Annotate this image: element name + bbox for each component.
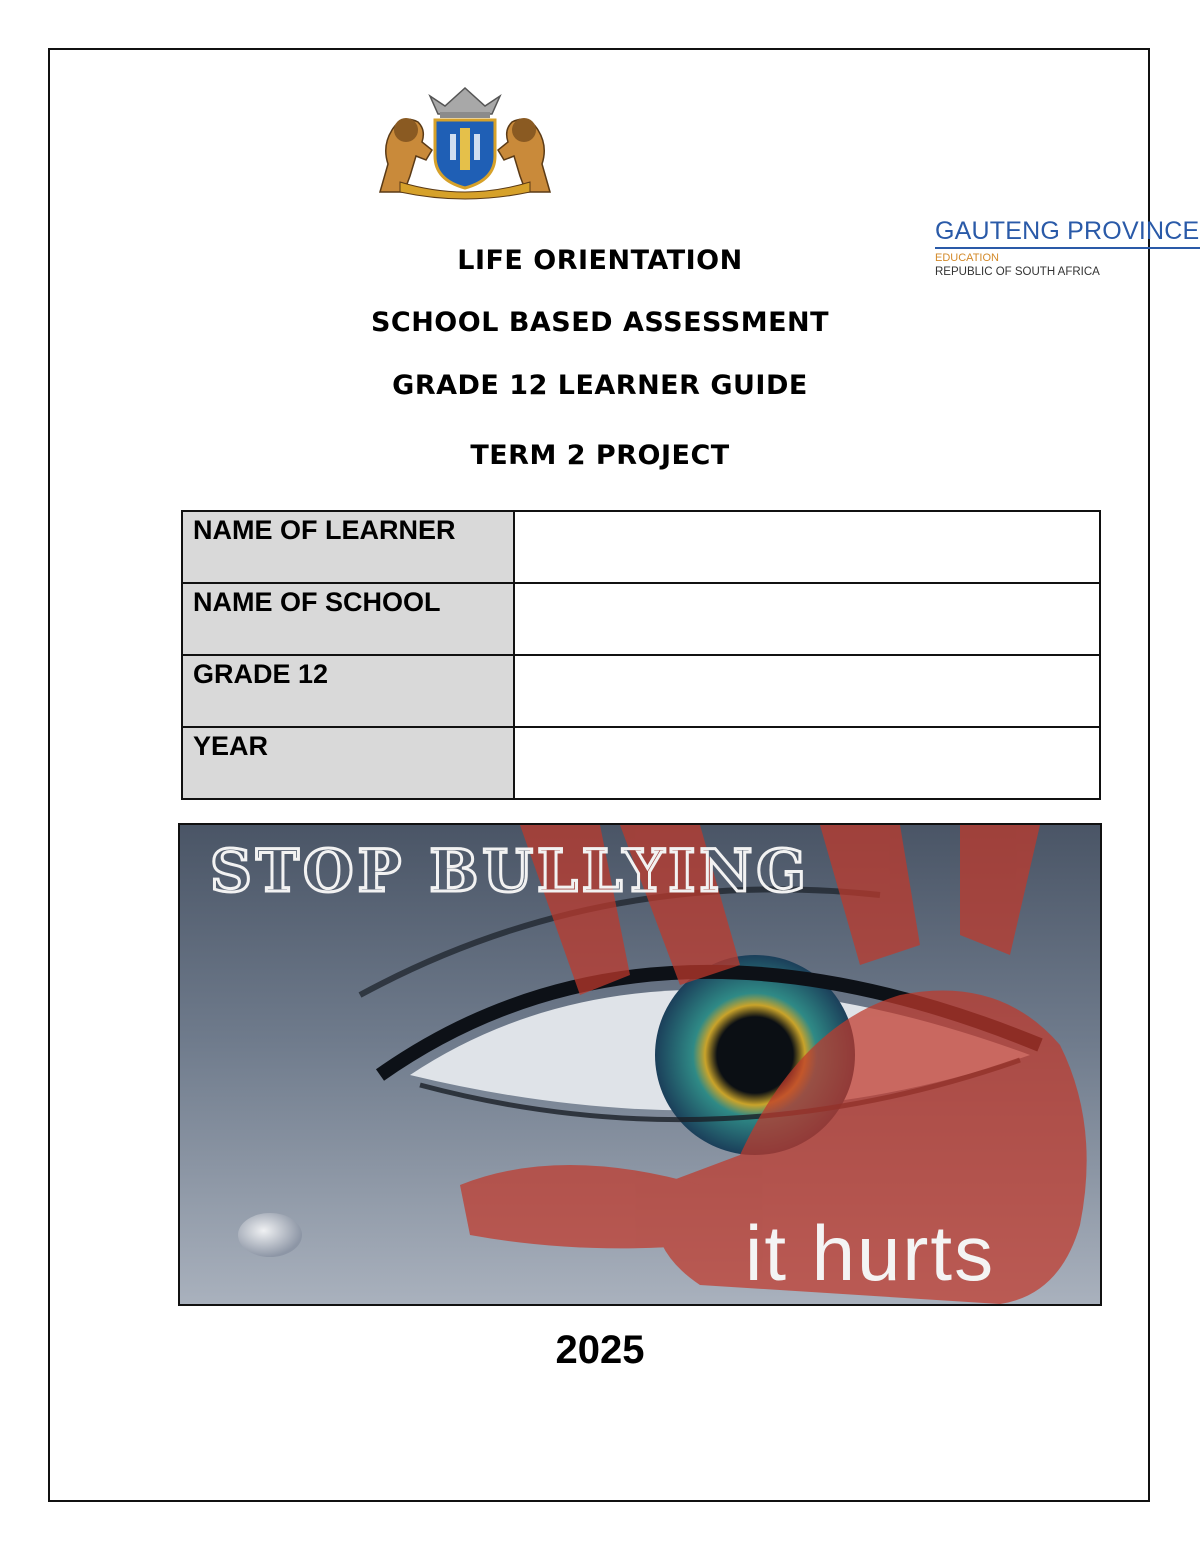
logo-title: GAUTENG PROVINCE xyxy=(935,217,1200,245)
school-name-field[interactable] xyxy=(514,583,1100,655)
coat-of-arms-icon xyxy=(370,84,560,202)
school-name-label: NAME OF SCHOOL xyxy=(182,583,514,655)
grade-label: GRADE 12 xyxy=(182,655,514,727)
term-heading: TERM 2 PROJECT xyxy=(470,440,730,471)
subject-heading: LIFE ORIENTATION xyxy=(457,245,743,276)
learner-name-label: NAME OF LEARNER xyxy=(182,511,514,583)
logo-subtitle: EDUCATION xyxy=(935,252,999,264)
poster-headline: STOP BULLYING xyxy=(210,837,810,905)
table-row xyxy=(182,727,1100,799)
table-row xyxy=(182,511,1100,583)
grade-field[interactable] xyxy=(514,655,1100,727)
learner-name-field[interactable] xyxy=(514,511,1100,583)
logo-country: REPUBLIC OF SOUTH AFRICA xyxy=(935,266,1100,278)
table-row xyxy=(182,655,1100,727)
document-year: 2025 xyxy=(555,1328,645,1372)
learner-details-table xyxy=(181,510,1101,800)
year-label: YEAR xyxy=(182,727,514,799)
assessment-heading: SCHOOL BASED ASSESSMENT xyxy=(370,307,830,338)
tear-shape xyxy=(238,1213,302,1257)
poster-tagline: it hurts xyxy=(745,1209,996,1297)
guide-heading: GRADE 12 LEARNER GUIDE xyxy=(392,370,808,401)
table-row xyxy=(182,583,1100,655)
year-field[interactable] xyxy=(514,727,1100,799)
stop-bullying-poster xyxy=(178,823,1102,1306)
